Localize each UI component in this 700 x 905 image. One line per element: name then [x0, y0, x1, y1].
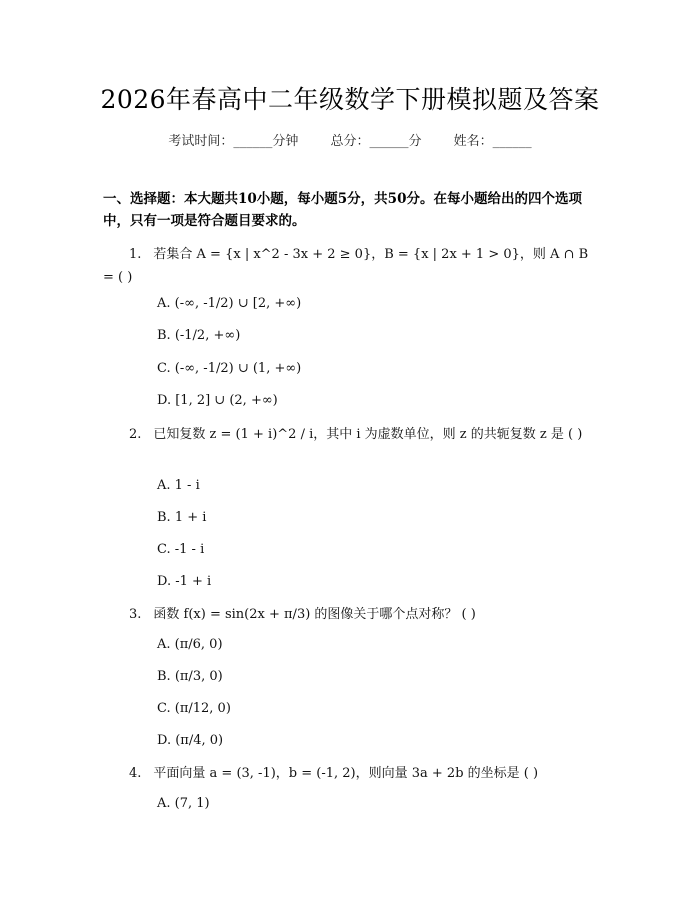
option-4a: A. (7, 1): [157, 796, 210, 811]
exam-score: 总分：______分: [330, 134, 422, 149]
question-number: 1.: [129, 247, 142, 262]
question-3: [103, 603, 597, 626]
option-1a: A. (-∞, -1/2) ∪ [2, +∞): [157, 296, 302, 311]
option-2c: C. -1 - i: [157, 542, 205, 557]
section-heading: 一、选择题：本大题共10小题，每小题5分，共50分。在每小题给出的四个选项中，只有一项是符合题目要求的。: [103, 191, 582, 229]
page-title: 2026年春高中二年级数学下册模拟题及答案: [100, 85, 600, 114]
student-name: 姓名：______: [453, 134, 532, 149]
option-3d: D. (π/4, 0): [157, 733, 224, 748]
question-text: 函数 f(x) = sin(2x + π/3) 的图像关于哪个点对称？ ( ): [153, 607, 476, 622]
option-3b: B. (π/3, 0): [157, 669, 223, 684]
exam-meta: [0, 130, 700, 149]
question-number: 3.: [129, 607, 142, 622]
option-2a: A. 1 - i: [157, 478, 200, 493]
question-text: 已知复数 z = (1 + i)^2 / i，其中 i 为虚数单位，则 z 的共轭复数 z 是 ( ): [153, 427, 583, 442]
option-2b: B. 1 + i: [157, 510, 207, 525]
question-4: [103, 762, 597, 785]
question-text: 若集合 A = {x | x^2 - 3x + 2 ≥ 0}，B = {x | 2x + 1 > 0}，则 A ∩ B = ( ): [103, 247, 589, 285]
question-number: 4.: [129, 766, 142, 781]
option-1c: C. (-∞, -1/2) ∪ (1, +∞): [157, 361, 302, 376]
question-1: [103, 243, 597, 289]
exam-time: 考试时间：______分钟: [168, 134, 299, 149]
option-3c: C. (π/12, 0): [157, 701, 231, 716]
question-number: 2.: [129, 427, 142, 442]
option-1b: B. (-1/2, +∞): [157, 328, 241, 343]
option-3a: A. (π/6, 0): [157, 637, 223, 652]
question-text: 平面向量 a = (3, -1)，b = (-1, 2)，则向量 3a + 2b 的坐标是 ( ): [153, 766, 539, 781]
option-2d: D. -1 + i: [157, 574, 212, 589]
question-2: [103, 423, 597, 446]
option-1d: D. [1, 2] ∪ (2, +∞): [157, 393, 278, 408]
